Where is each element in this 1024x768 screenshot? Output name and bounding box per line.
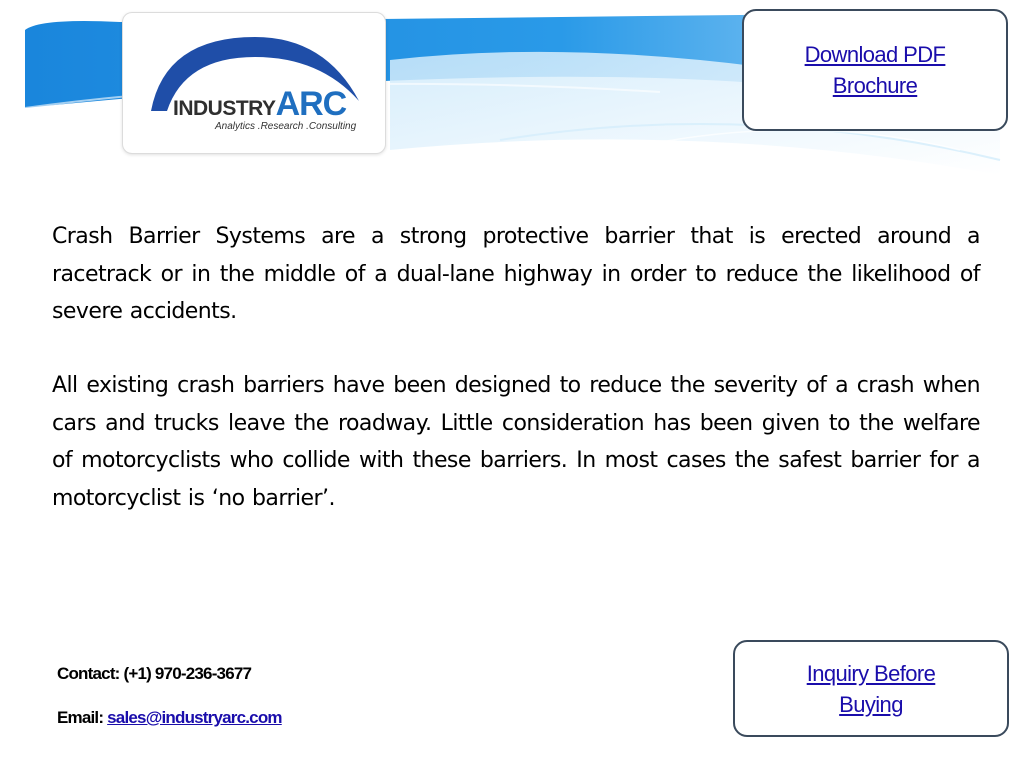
phone-label: Contact: (+1) — [57, 664, 151, 683]
inquiry-box — [733, 640, 1009, 737]
inquiry-before-buying-link[interactable]: Inquiry Before Buying — [806, 660, 936, 717]
logo-brand-suffix: ARC — [275, 85, 347, 123]
paragraph-intro: Crash Barrier Systems are a strong protective barrier that is erected around a racetrack or in the middle of a dual-lane highway in order to reduce the likelihood of severe accidents. — [52, 224, 980, 324]
email-label: Email: — [57, 708, 104, 727]
phone-number: 970-236-3677 — [154, 664, 252, 683]
contact-email — [57, 708, 282, 728]
paragraph-details: All existing crash barriers have been designed to reduce the severity of a crash when cars and trucks leave the roadway. Little consideration has been given to the welfare of motorcyclists who collide with these barriers. In most cases the safest barrier for a motorcyclist is ‘no barrier’. — [52, 373, 980, 511]
download-pdf-link[interactable]: Download PDF Brochure — [804, 42, 946, 98]
logo-tagline: Analytics .Research .Consulting — [215, 121, 357, 132]
contact-phone — [57, 664, 251, 684]
logo-wordmark — [173, 85, 346, 124]
download-pdf-box — [742, 9, 1008, 131]
logo-brand-prefix: INDUSTRY — [173, 97, 276, 120]
company-logo — [122, 12, 386, 154]
email-link[interactable]: sales@industryarc.com — [107, 708, 282, 727]
